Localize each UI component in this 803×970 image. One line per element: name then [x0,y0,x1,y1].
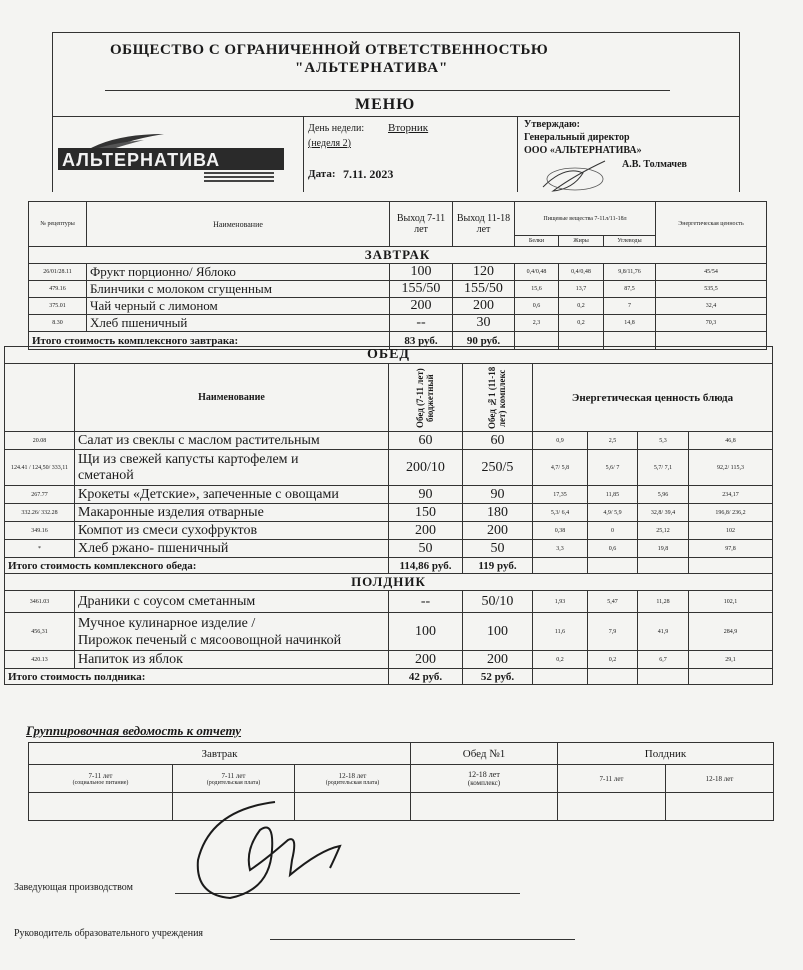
lunch-output1-header [389,364,463,432]
recipe-code: 26/01/28.11 [29,264,87,281]
fat: 7,9 [588,613,638,651]
table-row [5,613,773,651]
date-label: Дата: [308,168,336,180]
carbs: 11,28 [638,591,689,613]
director-line [270,939,575,940]
org-name: ОБЩЕСТВО С ОГРАНИЧЕННОЙ ОТВЕТСТВЕННОСТЬЮ [110,42,549,58]
recipe-code: 375.01 [29,298,87,315]
dish-name-line2: Пирожок печеный с мясоовощной начинкой [78,632,342,648]
week-number: (неделя 2) [308,138,351,149]
energy: 32,4 [656,298,767,315]
report-col-4-age: 12-18 лет [468,770,500,779]
carbs: 32,8/ 39,4 [638,504,689,522]
carbs: 41,9 [638,613,689,651]
carbs: 9,8/11,76 [604,264,656,281]
output-11-18: 250/5 [463,450,533,486]
dish-name: Драники с соусом сметанным [75,591,389,613]
protein: 4,7/ 5,8 [533,450,588,486]
table-row [29,298,767,315]
output-11-18: 180 [463,504,533,522]
output-11-18: 50 [463,540,533,558]
energy: 234,17 [689,486,773,504]
dish-name: Чай черный с лимоном [87,298,390,315]
protein: 3,3 [533,540,588,558]
dish-name: Хлеб ржано- пшеничный [75,540,389,558]
table-row [5,432,773,450]
report-lunch-header: Обед №1 [411,743,558,765]
output-11-18: 155/50 [453,281,515,298]
snack-total-row [5,669,773,685]
director-label: Руководитель образовательного учреждения [14,928,204,939]
report-col-1 [29,765,173,793]
output-11-18: 30 [453,315,515,332]
output-11-18: 90 [463,486,533,504]
fat: 13,7 [559,281,604,298]
header-rule [105,90,670,91]
weekday-value: Вторник [388,122,429,134]
dish-name: Крокеты «Детские», запеченные с овощами [75,486,389,504]
dish-name-line2: сметаной [78,467,134,483]
fat: 0,2 [588,651,638,669]
dish-name: Хлеб пшеничный [87,315,390,332]
table-row [5,486,773,504]
fat: 11,85 [588,486,638,504]
protein: 2,3 [515,315,559,332]
col-output1-header: Выход 7-11 лет [390,202,453,247]
carbs: 5,7/ 7,1 [638,450,689,486]
output-11-18: 50/10 [463,591,533,613]
report-col-2-type: (родительская плата) [206,779,261,786]
carbs: 87,5 [604,281,656,298]
recipe-code: 420.13 [5,651,75,669]
output-11-18: 200 [463,651,533,669]
energy: 92,2/ 115,3 [689,450,773,486]
protein: 17,35 [533,486,588,504]
breakfast-total-7-11: 83 руб. [390,332,453,350]
approve-label: Утверждаю: [524,119,580,130]
output-7-11: -- [390,315,453,332]
carbs: 5,3 [638,432,689,450]
dish-name [75,613,389,651]
approve-position: Генеральный директор [524,132,630,143]
dish-name: Компот из смеси сухофруктов [75,522,389,540]
table-row [29,264,767,281]
lunch-table [4,346,773,685]
recipe-code: 8.30 [29,315,87,332]
snack-total-label: Итого стоимость полдника: [5,669,389,685]
table-row [29,315,767,332]
lunch-total-11-18: 119 руб. [463,558,533,574]
company-logo [54,128,294,190]
report-col-2-age: 7-11 лет [221,771,246,780]
report-col-4-type: (комплекс) [467,779,501,787]
output-7-11: 90 [389,486,463,504]
handwritten-signature [190,790,410,920]
output-11-18: 200 [463,522,533,540]
report-col-6: 12-18 лет [666,765,774,793]
output-7-11: 60 [389,432,463,450]
snack-total-11-18: 52 руб. [463,669,533,685]
recipe-code: 124.41 / 124,50/ 333,11 [5,450,75,486]
dish-name: Салат из свеклы с маслом растительным [75,432,389,450]
energy: 102 [689,522,773,540]
report-title: Группировочная ведомость к отчету [26,723,242,738]
output-7-11: 155/50 [390,281,453,298]
table-row [5,591,773,613]
carbs: 7 [604,298,656,315]
output-7-11: 100 [390,264,453,281]
energy: 102,1 [689,591,773,613]
carbs: 14,8 [604,315,656,332]
output-11-18: 120 [453,264,515,281]
table-row [5,540,773,558]
dish-name: Фрукт порционно/ Яблоко [87,264,390,281]
output-7-11: 50 [389,540,463,558]
dish-name-line1: Мучное кулинарное изделие / [78,615,256,631]
col-nutrients-header: Пищевые вещества 7-11л/11-18л [515,202,656,236]
output-7-11: 150 [389,504,463,522]
recipe-code: 20.08 [5,432,75,450]
carbs: 5,96 [638,486,689,504]
logo-text: АЛЬТЕРНАТИВА [62,150,221,170]
protein: 0,6 [515,298,559,315]
output-7-11: 200 [390,298,453,315]
lunch-total-row [5,558,773,574]
report-col-5: 7-11 лет [558,765,666,793]
protein: 0,4/0,48 [515,264,559,281]
snack-section-title: ПОЛДНИК [5,574,773,591]
approve-name: А.В. Толмачев [622,159,687,170]
col-output2-header: Выход 11-18 лет [453,202,515,247]
report-col-1-type: (социальное питание) [72,779,129,786]
col-carb-header: Углеводы [604,236,656,247]
table-row [5,651,773,669]
report-col-3-age: 12-18 лет [338,771,367,780]
breakfast-total-11-18: 90 руб. [453,332,515,350]
output-7-11: 200 [389,522,463,540]
fat: 0,2 [559,315,604,332]
fat: 0,4/0,48 [559,264,604,281]
table-row [5,504,773,522]
col-name-header: Наименование [87,202,390,247]
protein: 1,93 [533,591,588,613]
approval-stamp-signature [535,155,615,195]
lunch-energy-header: Энергетическая ценность блюда [533,364,773,432]
recipe-code: 479.16 [29,281,87,298]
fat: 2,5 [588,432,638,450]
fat: 0 [588,522,638,540]
protein: 0,9 [533,432,588,450]
lunch-output2-label: Обед №1 (11-18 лет) комплекс [486,366,507,429]
protein: 0,38 [533,522,588,540]
output-7-11: 200/10 [389,450,463,486]
lunch-total-label: Итого стоимость комплексного обеда: [5,558,389,574]
output-7-11: 100 [389,613,463,651]
menu-title: МЕНЮ [355,96,416,113]
dish-name: Блинчики с молоком сгущенным [87,281,390,298]
energy: 535,5 [656,281,767,298]
dish-name-line1: Щи из свежей капусты картофелем и [78,451,299,467]
report-col-3-type: (родительская плата) [325,779,380,786]
col-energy-header: Энергетическая ценность [656,202,767,247]
energy: 46,8 [689,432,773,450]
fat: 0,2 [559,298,604,315]
lunch-section-title: ОБЕД [5,347,773,364]
protein: 5,3/ 6,4 [533,504,588,522]
protein: 11,6 [533,613,588,651]
table-row [5,450,773,486]
fat: 5,47 [588,591,638,613]
report-snack-header: Полдник [558,743,774,765]
dish-name: Макаронные изделия отварные [75,504,389,522]
table-row [5,522,773,540]
report-col-3 [295,765,411,793]
report-col-2 [173,765,295,793]
protein: 15,6 [515,281,559,298]
col-protein-header: Белки [515,236,559,247]
breakfast-section-title: ЗАВТРАК [29,247,767,264]
carbs: 25,12 [638,522,689,540]
recipe-code: 267.77 [5,486,75,504]
lunch-output2-header [463,364,533,432]
dish-name [75,450,389,486]
energy: 45/54 [656,264,767,281]
protein: 0,2 [533,651,588,669]
energy: 70,3 [656,315,767,332]
date-value: 7.11. 2023 [343,167,394,181]
report-col-4 [411,765,558,793]
production-manager-label: Заведующая производством [14,882,133,893]
breakfast-total-label: Итого стоимость комплексного завтрака: [29,332,390,350]
output-11-18: 200 [453,298,515,315]
output-11-18: 60 [463,432,533,450]
weekday-label: День недели: [308,123,365,134]
output-11-18: 100 [463,613,533,651]
fat: 0,6 [588,540,638,558]
snack-total-7-11: 42 руб. [389,669,463,685]
dish-name: Напиток из яблок [75,651,389,669]
recipe-code: 332.26/ 332.28 [5,504,75,522]
recipe-code: 349.16 [5,522,75,540]
recipe-code: 456,31 [5,613,75,651]
output-7-11: 200 [389,651,463,669]
recipe-code: * [5,540,75,558]
energy: 97,8 [689,540,773,558]
fat: 5,6/ 7 [588,450,638,486]
energy: 29,1 [689,651,773,669]
report-col-1-age: 7-11 лет [88,771,113,780]
output-7-11: -- [389,591,463,613]
lunch-output1-label: Обед (7-11 лет) бюджетный [414,367,435,428]
col-recipe-header: № рецептуры [29,202,87,247]
energy: 196,8/ 236,2 [689,504,773,522]
report-breakfast-header: Завтрак [29,743,411,765]
recipe-code: 3461.03 [5,591,75,613]
energy: 284,9 [689,613,773,651]
col-fat-header: Жиры [559,236,604,247]
fat: 4,9/ 5,9 [588,504,638,522]
carbs: 6,7 [638,651,689,669]
org-quoted-name: "АЛЬТЕРНАТИВА" [295,60,449,76]
approve-company: ООО «АЛЬТЕРНАТИВА» [524,145,642,156]
lunch-name-header: Наименование [75,364,389,432]
carbs: 19,8 [638,540,689,558]
table-row [29,281,767,298]
lunch-code-header [5,364,75,432]
lunch-total-7-11: 114,86 руб. [389,558,463,574]
breakfast-table [28,201,767,350]
